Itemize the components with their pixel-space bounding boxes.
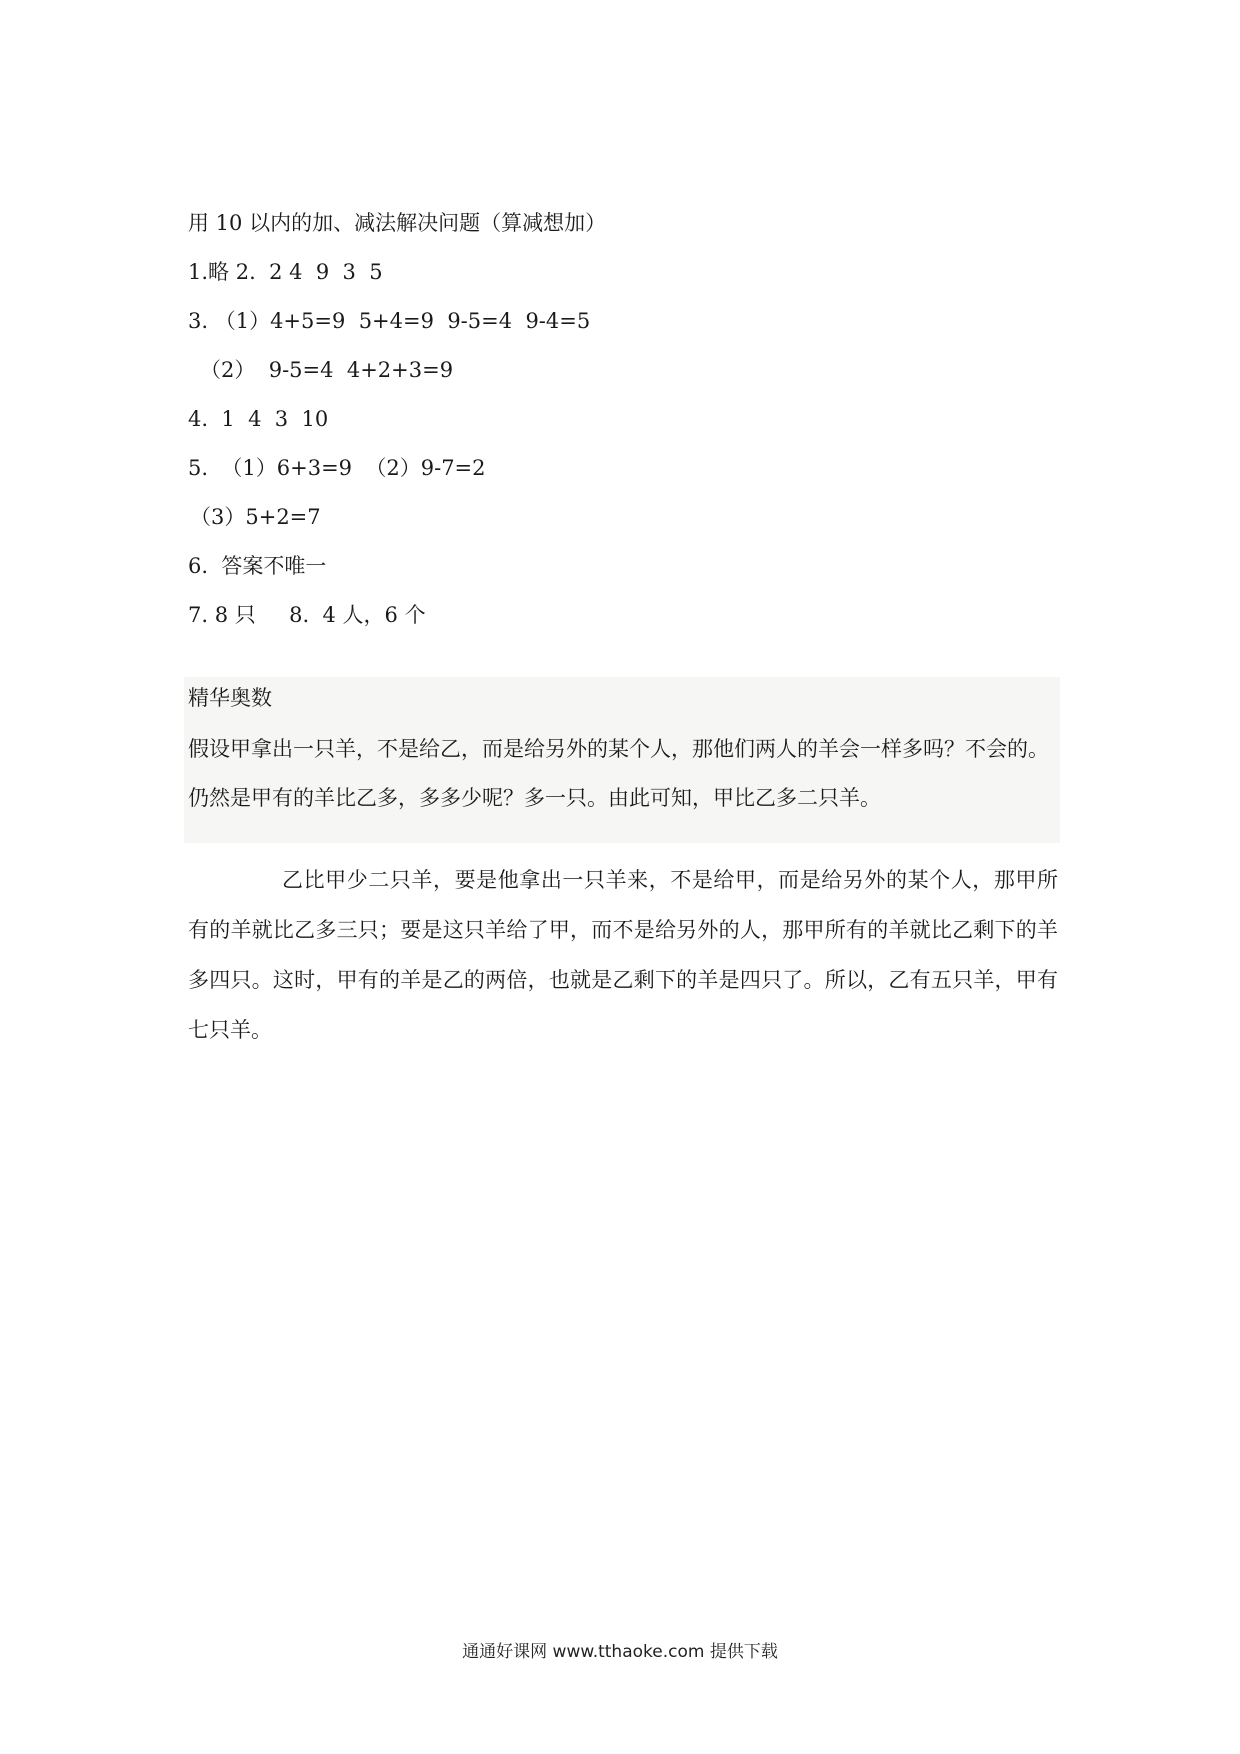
answer-3-part-1: 3. （1）4+5=9 5+4=9 9-5=4 9-4=5 [188,309,591,333]
answer-1-2: 1.略 2. 2 4 9 3 5 [188,260,383,284]
olympiad-title: 精华奥数 [188,686,272,710]
answer-7-8: 7. 8 只 8. 4 人，6 个 [188,603,426,627]
answer-6: 6. 答案不唯一 [188,554,327,578]
answer-4: 4. 1 4 3 10 [188,407,329,431]
answer-5-part-1: 5. （1）6+3=9 （2）9-7=2 [188,456,486,480]
olympiad-line-2: 仍然是甲有的羊比乙多，多多少呢？多一只。由此可知，甲比乙多二只羊。 [188,786,881,810]
section-title: 用 10 以内的加、减法解决问题（算减想加） [188,211,607,235]
answer-5-part-2: （3）5+2=7 [190,505,321,529]
olympiad-line-1: 假设甲拿出一只羊，不是给乙，而是给另外的某个人，那他们两人的羊会一样多吗？不会的。 [188,737,1049,761]
answer-3-part-2: （2） 9-5=4 4+2+3=9 [200,358,454,382]
olympiad-explanation-paragraph: 乙比甲少二只羊，要是他拿出一只羊来，不是给甲，而是给另外的某个人，那甲所有的羊就比乙多三只；要是这只羊给了甲，而不是给另外的人，那甲所有的羊就比乙剩下的羊多四只。这时，甲有的羊是乙的两倍，也就是乙剩下的羊是四只了。所以，乙有五只羊，甲有七只羊。 [188,868,1058,1042]
footer-source: 通通好课网 www.tthaoke.com 提供下载 [462,1642,778,1662]
